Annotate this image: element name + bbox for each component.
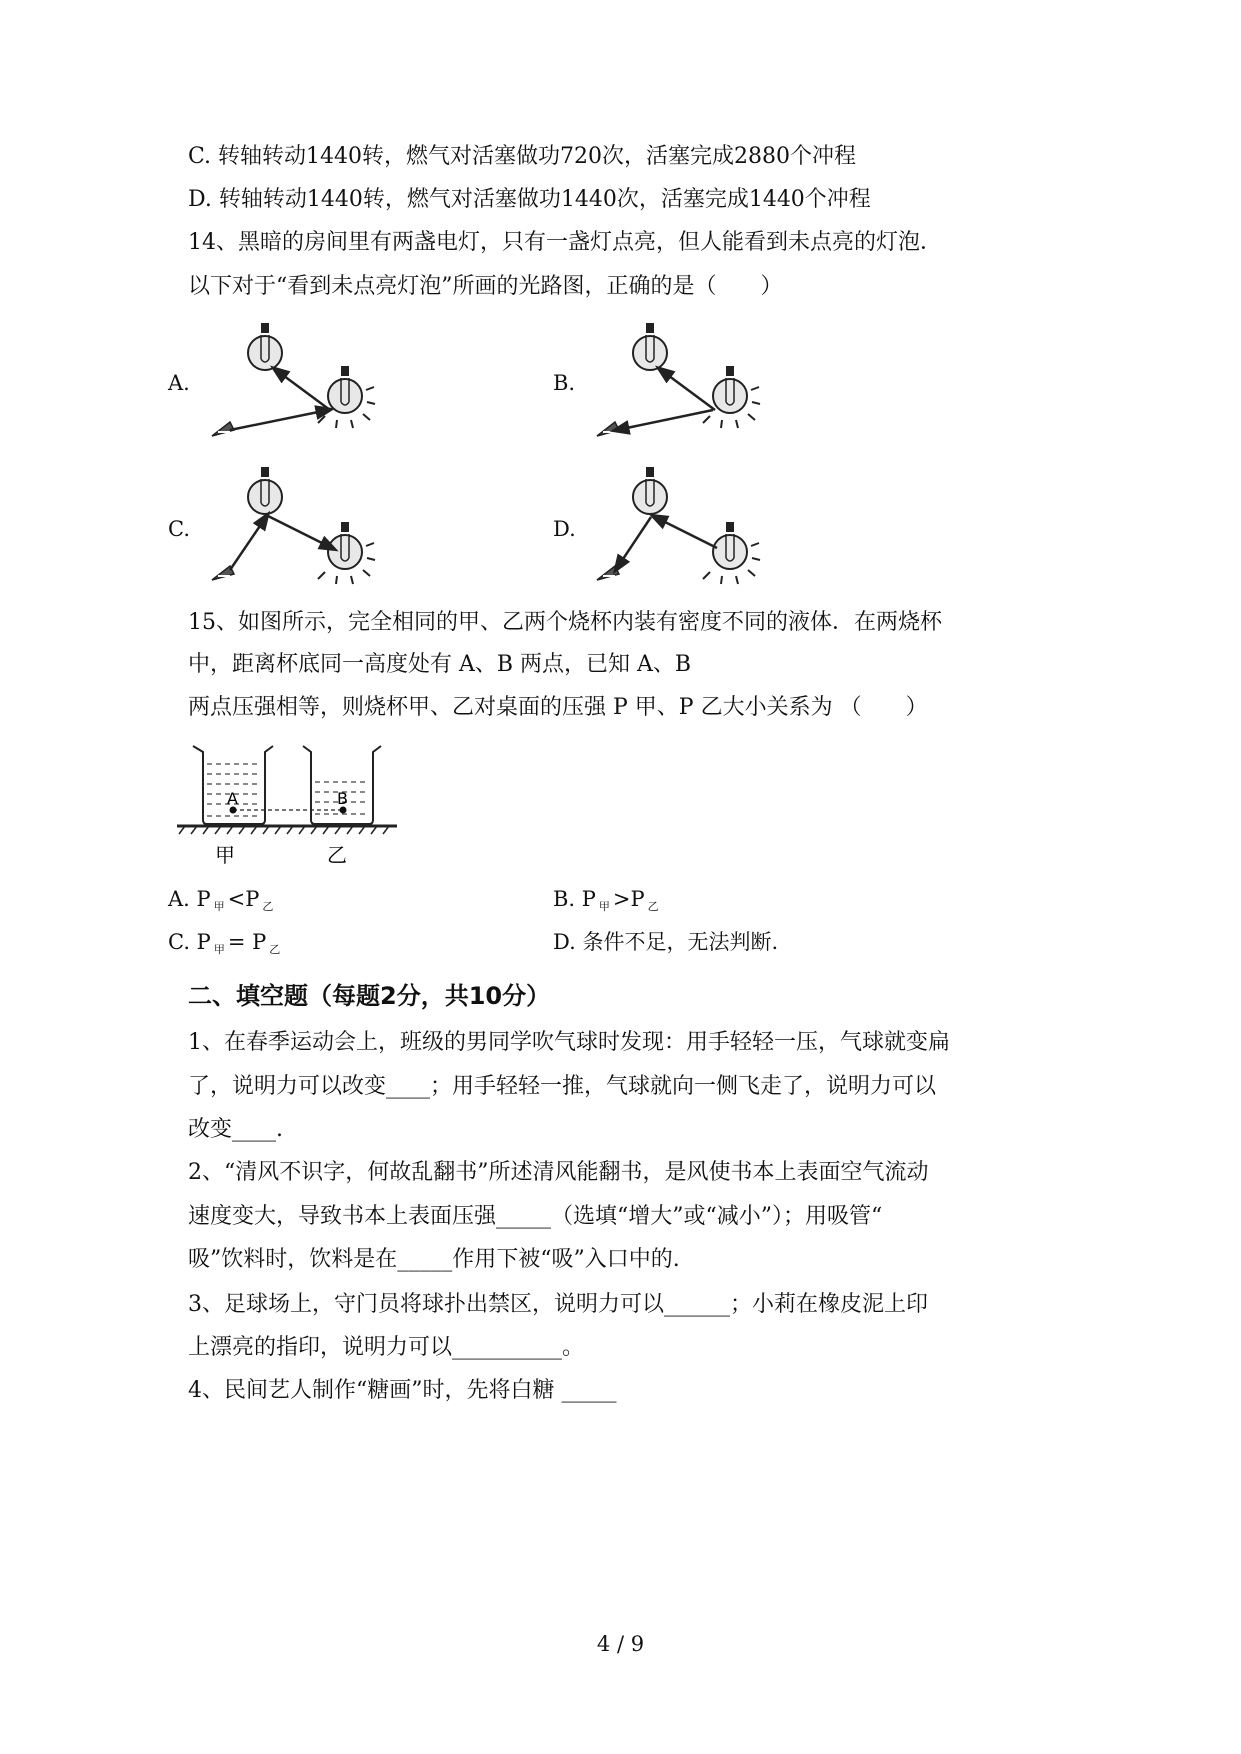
fill-q3-line2: 上漂亮的指印，说明力可以__________。	[188, 1335, 585, 1360]
q14-figure-b	[585, 318, 785, 448]
q14-figure-d	[585, 462, 785, 592]
q14-stem-line1: 14、黑暗的房间里有两盏电灯，只有一盏灯点亮，但人能看到未点亮的灯泡．	[188, 230, 942, 255]
fill-q2-line1: 2、“清风不识字，何故乱翻书”所述清风能翻书，是风使书本上表面空气流动	[188, 1160, 929, 1185]
section-title: 二、填空题（每题2分，共10分）	[188, 982, 551, 1010]
fill-q2-line3: 吸”饮料时，饮料是在_____作用下被“吸”入口中的.	[188, 1247, 680, 1272]
q14-label-c: C.	[168, 517, 190, 541]
point-b-label: B	[337, 789, 348, 808]
q14-label-d: D.	[553, 517, 576, 541]
fill-q1-line3: 改变____.	[188, 1117, 283, 1142]
q14-stem-line2: 以下对于“看到未点亮灯泡”所画的光路图，正确的是（ ）	[188, 274, 783, 299]
point-a-label: A	[227, 789, 238, 808]
q14-figure-c	[200, 462, 400, 592]
beaker-jia-label: 甲	[215, 843, 235, 867]
q14-label-b: B.	[553, 371, 576, 395]
q15-option-d: D. 条件不足，无法判断.	[553, 930, 779, 954]
q15-stem-line2: 中，距离杯底同一高度处有 A、B 两点，已知 A、B	[188, 652, 692, 677]
q15-beakers-figure	[175, 742, 405, 870]
fill-q1-line1: 1、在春季运动会上，班级的男同学吹气球时发现：用手轻轻一压，气球就变扁	[188, 1030, 950, 1055]
page-number: 4 / 9	[596, 1632, 645, 1656]
fill-q1-line2: 了，说明力可以改变____；用手轻轻一推，气球就向一侧飞走了，说明力可以	[188, 1074, 937, 1099]
q13-option-d: D. 转轴转动1440转，燃气对活塞做功1440次，活塞完成1440个冲程	[188, 187, 871, 212]
fill-q2-line2: 速度变大，导致书本上表面压强_____（选填“增大”或“减小”）；用吸管“	[188, 1204, 883, 1229]
q15-stem-line1: 15、如图所示，完全相同的甲、乙两个烧杯内装有密度不同的液体．在两烧杯	[188, 610, 942, 635]
q15-option-a: A. P $_甲$ <P $_乙$	[168, 887, 274, 913]
q13-option-c: C. 转轴转动1440转，燃气对活塞做功720次，活塞完成2880个冲程	[188, 144, 857, 169]
q14-figure-a	[200, 318, 400, 448]
q15-stem-line3: 两点压强相等，则烧杯甲、乙对桌面的压强 P 甲、P 乙大小关系为 （ ）	[188, 695, 928, 720]
q15-option-c: C. P $_甲$ = P $_乙$	[168, 930, 281, 956]
q14-label-a: A.	[168, 371, 190, 395]
fill-q3-line1: 3、足球场上，守门员将球扑出禁区，说明力可以______；小莉在橡皮泥上印	[188, 1292, 928, 1317]
q15-option-b: B. P $_甲$ >P $_乙$	[553, 887, 659, 913]
fill-q4-line1: 4、民间艺人制作“糖画”时，先将白糖 _____	[188, 1378, 617, 1403]
beaker-yi-label: 乙	[327, 843, 347, 867]
